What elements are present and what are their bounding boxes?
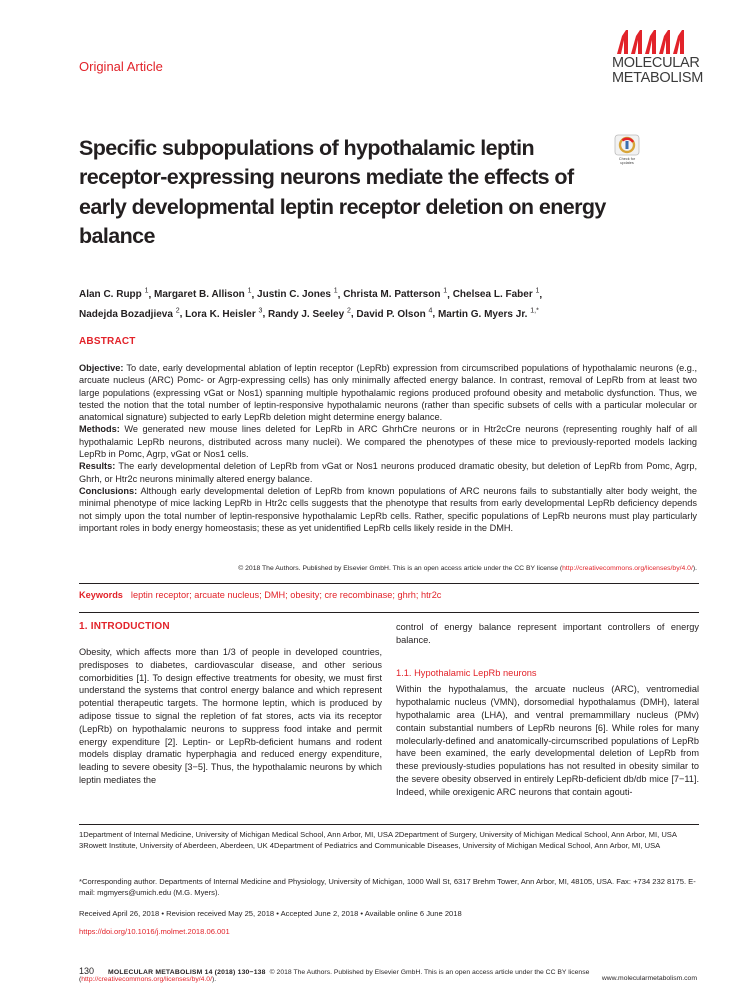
author: Alan C. Rupp $^1$ bbox=[79, 288, 149, 301]
abstract-objective: Objective: To date, early developmental ablation of leptin receptor (LepRb) expression from circumscribed populations of hypothalamic neurons (e.g., arcuate nucleus (ARC) Pomc- or Agrp-expressing cells) has only minimally affected energy balance. In contrast, removal of LepRb from at least two large populations (expressing vGat or Nos1) spanning multiple hypothalamic regions produced profound obesity and metabolic dysfunction. Thus, we tested the notion that the total number of leptin-responsive hypothalamic neurons (rather than specific subsets of cells with a particular molecular or anatomical signature) subjected to early LepRb deletion might determine energy balance. bbox=[79, 363, 698, 423]
intro-paragraph-1: Obesity, which affects more than 1/3 of people in developed countries, predisposes to diabetes, cardiovascular disease, and other serious comorbidities [1]. To design effective treatments for obesity, we must first understand the systems that control energy balance and which represent potential therapeutic targets. The hormone leptin, which is produced by adipose tissue to signal the repletion of fat stores, acts via its receptor (LepRb) on hypothalamic neurons to suppress food intake and permit energy expenditure [2]. Leptin- or LepRb-deficient humans and rodent models display dramatic hyperphagia and reduced energy expenditure, leading to severe obesity [3−5]. Thus, the hypothalamic neurons by which leptin mediates the bbox=[79, 647, 382, 785]
abstract-copyright: © 2018 The Authors. Published by Elsevier GmbH. This is an open access article under the CC BY license (http://creativecommons.org/licenses/by/4.0/). bbox=[238, 565, 697, 572]
journal-logo-line1: MOLECULAR bbox=[612, 55, 700, 71]
check-for-updates-badge[interactable] bbox=[612, 134, 642, 167]
journal-citation: MOLECULAR METABOLISM 14 (2018) 130−138 bbox=[108, 969, 266, 976]
journal-website[interactable]: www.molecularmetabolism.com bbox=[601, 975, 697, 982]
abstract-results: Results: The early developmental deletion of LepRb from vGat or Nos1 neurons produced dramatic obesity, but deletion of LepRb from Pomc, Agrp, Ghrh, or Htr2c neurons minimally altered energy balance. bbox=[79, 461, 698, 484]
keywords-label: Keywords bbox=[79, 590, 123, 600]
author: Martin G. Myers Jr. $^{1,*}$ bbox=[437, 307, 539, 320]
affiliations: 1Department of Internal Medicine, University of Michigan Medical School, Ann Arbor, MI, USA 2Department of Surgery, University of Michigan Medical School, Ann Arbor, MI, USA 3Rowett Institute, University of Aberdeen, Aberdeen, UK 4Department of Pediatrics and Communicable Diseases, University of Michigan Medical School, Ann Arbor, MI, USA bbox=[79, 830, 677, 850]
intro-right-column bbox=[396, 621, 699, 799]
article-dates: Received April 26, 2018 • Revision received May 25, 2018 • Accepted June 2, 2018 • Available online 6 June 2018 bbox=[79, 909, 462, 918]
journal-logo-mark bbox=[617, 30, 688, 54]
intro-paragraph-1-cont: control of energy balance represent important controllers of energy balance. bbox=[396, 622, 699, 645]
author: Randy J. Seeley $^2$ bbox=[268, 307, 351, 320]
keywords bbox=[79, 590, 699, 600]
keywords-divider-bottom bbox=[79, 612, 699, 613]
keywords-list: leptin receptor; arcuate nucleus; DMH; obesity; cre recombinase; ghrh; htr2c bbox=[130, 590, 442, 600]
intro-subheading: 1.1. Hypothalamic LepRb neurons bbox=[396, 667, 537, 678]
author: Chelsea L. Faber $^1$ bbox=[452, 288, 540, 301]
intro-paragraph-2: Within the hypothalamus, the arcuate nucleus (ARC), ventromedial hypothalamic nucleus (VMN), dorsomedial hypothalamus (DMH), lateral hypothalamic area (LHA), and ventral premammillary nucleus (PMv) contain substantial numbers of LepRb neurons [6]. While roles for many molecularly-defined and anatomically-circumscribed populations of LepRb have been examined, the early developmental deletion of LepRb from these previously-studies populations has not resulted in obesity similar to the severe obesity observed in entirely LepRb-deficient db/db mice [7−11]. Indeed, while orexigenic ARC neurons that contain agouti- bbox=[396, 684, 699, 797]
article-type: Original Article bbox=[79, 59, 163, 74]
doi-link[interactable]: https://doi.org/10.1016/j.molmet.2018.06.001 bbox=[79, 927, 230, 936]
page-number: 130 bbox=[79, 966, 95, 976]
keywords-divider-top bbox=[79, 583, 699, 584]
footnote-divider bbox=[79, 824, 699, 825]
author: Margaret B. Allison $^1$ bbox=[154, 288, 252, 301]
abstract-heading: ABSTRACT bbox=[79, 336, 136, 347]
page-footer: 130 MOLECULAR METABOLISM 14 (2018) 130−138 © 2018 The Authors. Published by Elsevier GmbH. This is an open access article under the CC BY license (http://creativecommons.org/licenses/by/4.0/). www.molecularmetabolism.com bbox=[79, 966, 697, 983]
author: Justin C. Jones $^1$ bbox=[257, 288, 338, 301]
author: Nadejda Bozadjieva $^2$ bbox=[79, 307, 180, 320]
journal-logo-text bbox=[612, 56, 702, 86]
intro-heading: 1. INTRODUCTION bbox=[79, 621, 170, 632]
abstract-body bbox=[79, 362, 697, 534]
footer-license-link[interactable]: http://creativecommons.org/licenses/by/4.0/ bbox=[81, 976, 212, 983]
author: David P. Olson $^4$ bbox=[356, 307, 433, 320]
author-list: Alan C. Rupp $^1$, Margaret B. Allison $^1$, Justin C. Jones $^1$, Christa M. Patterson $^1$, Chelsea L. Faber $^1$, Nadejda Bozadjieva $^2$, Lora K. Heisler $^3$, Randy J. Seeley $^2$, David P. Olson $^4$, Martin G. Myers Jr. $^{1,*}$ bbox=[79, 288, 543, 320]
abstract-methods: Methods: We generated new mouse lines deleted for LepRb in ARC GhrhCre neurons or in Htr2cCre neurons (representing roughly half of all hypothalamic LepRb neurons, distributed across many nuclei). We compared the phenotypes of these mice to previously-reported models lacking LepRb in Pomc, Agrp, vGat or Nos1 cells. bbox=[79, 424, 697, 460]
check-for-updates-icon bbox=[612, 134, 642, 156]
author: Christa M. Patterson $^1$ bbox=[343, 288, 448, 301]
corresponding-author: *Corresponding author. Departments of Internal Medicine and Physiology, University of Michigan, 1000 Wall St, 6317 Brehm Tower, Ann Arbor, MI, 48105, USA. Fax: +734 232 8175. E-mail: mgmyers@umich.edu (M.G. Myers). bbox=[79, 877, 696, 897]
article-title: Specific subpopulations of hypothalamic leptin receptor-expressing neurons mediate the effects of early developmental leptin receptor deletion on energy balance bbox=[79, 136, 606, 248]
license-link[interactable]: http://creativecommons.org/licenses/by/4.0/ bbox=[562, 565, 693, 572]
check-for-updates-label: Check for updates bbox=[618, 157, 636, 165]
author: Lora K. Heisler $^3$ bbox=[185, 307, 263, 320]
intro-left-column bbox=[79, 646, 382, 787]
abstract-conclusions: Conclusions: Although early developmental deletion of LepRb from known populations of ARC neurons fails to substantially alter body weight, the minimal phenotype of mice lacking LepRb in Htr2c cells suggests that the phenotype that results from early developmental LepRb deficiency depends not simply upon the total number of leptin-responsive hypothalamic LepRb cells. Rather, specific populations of LepRb neurons must play particularly important roles in body energy homeostasis; these as yet unidentified LepRb cells likely reside in the DMH. bbox=[79, 485, 698, 533]
journal-logo-line2: METABOLISM bbox=[612, 70, 703, 86]
